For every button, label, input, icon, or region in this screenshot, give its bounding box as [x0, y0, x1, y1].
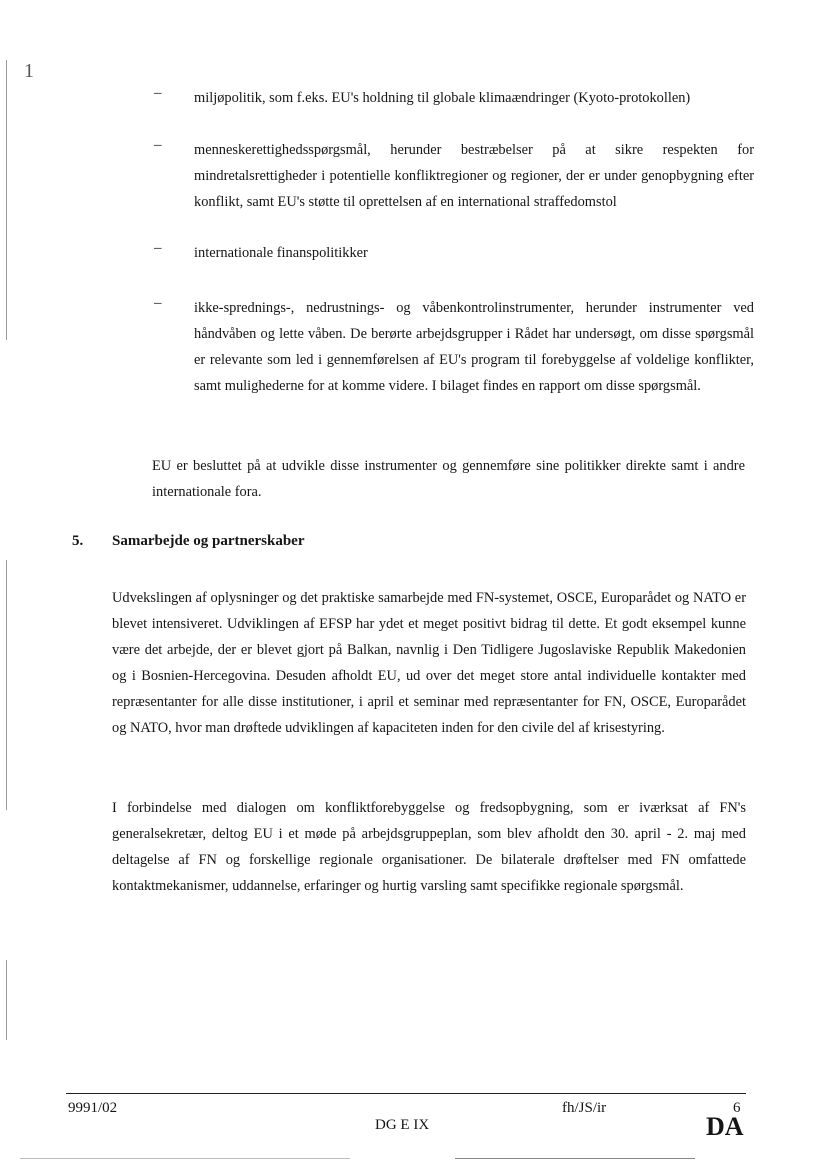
scan-edge-line: [6, 60, 7, 340]
footer-language: DA: [706, 1112, 744, 1141]
bullet-text: menneskerettighedsspørgsmål, herunder bestræbelser på at sikre respekten for mindretalsrettigheder i potentielle konfliktregioner og regioner, der er under genopbygning efter konflikt, samt EU's støtte til oprettelsen af en international straffedomstol: [194, 142, 754, 210]
scan-edge-line: [6, 960, 7, 1040]
footer-page-number: 6: [733, 1100, 741, 1116]
scan-edge-line: [6, 560, 7, 810]
footer-department: DG E IX: [375, 1117, 430, 1133]
bullet-text: ikke-sprednings-, nedrustnings- og våbenkontrolinstrumenter, herunder instrumenter ved håndvåben og lette våben. De berørte arbejdsgrupper i Rådet har undersøgt, om disse spørgsmål er relevante som led i gennemførelsen af EU's program til forebyggelse af voldelige konflikter, samt mulighederne for at komme videre. I bilaget findes en rapport om disse spørgsmål.: [194, 300, 754, 394]
body-paragraph: I forbindelse med dialogen om konfliktforebyggelse og fredsopbygning, som er iværksat af FN's generalsekretær, deltog EU i et møde på arbejdsgruppeplan, som blev afholdt den 30. april - 2. maj med deltagelse af FN og forskellige regionale organisationer. De bilaterale drøftelser med FN omfattede kontaktmekanismer, uddannelse, erfaringer og hurtig varsling samt specifikke regionale spørgsmål.: [112, 800, 746, 894]
footer-rule: [66, 1093, 746, 1094]
bullet-text: miljøpolitik, som f.eks. EU's holdning til globale klimaændringer (Kyoto-protokollen): [194, 90, 691, 106]
section-title: Samarbejde og partnerskaber: [112, 533, 305, 549]
scan-bottom-line: [20, 1158, 350, 1159]
scan-bottom-line: [455, 1158, 695, 1159]
bullet-dash: –: [154, 295, 162, 311]
scan-mark: 1: [24, 60, 34, 82]
section-number: 5.: [72, 533, 84, 549]
footer-initials: fh/JS/ir: [562, 1100, 607, 1116]
bullet-text: internationale finanspolitikker: [194, 245, 368, 261]
intro-paragraph: EU er besluttet på at udvikle disse instrumenter og gennemføre sine politikker direkte samt i andre internationale fora.: [152, 458, 745, 500]
bullet-dash: –: [154, 137, 162, 153]
bullet-dash: –: [154, 240, 162, 256]
body-paragraph: Udvekslingen af oplysninger og det praktiske samarbejde med FN-systemet, OSCE, Europarådet og NATO er blevet intensiveret. Udviklingen af EFSP har ydet et meget positivt bidrag til dette. Et godt eksempel kunne være det arbejde, der er blevet gjort på Balkan, navnlig i Den Tidligere Jugoslaviske Republik Makedonien og i Bosnien-Hercegovina. Desuden afholdt EU, ud over det meget store antal individuelle kontakter med repræsentanter for alle disse institutioner, i april et seminar med repræsentanter for FN, OSCE, Europarådet og NATO, hvor man drøftede udviklingen af kapaciteten inden for den civile del af krisestyring.: [112, 590, 746, 736]
footer-doc-number: 9991/02: [68, 1100, 118, 1116]
bullet-dash: –: [154, 85, 162, 101]
